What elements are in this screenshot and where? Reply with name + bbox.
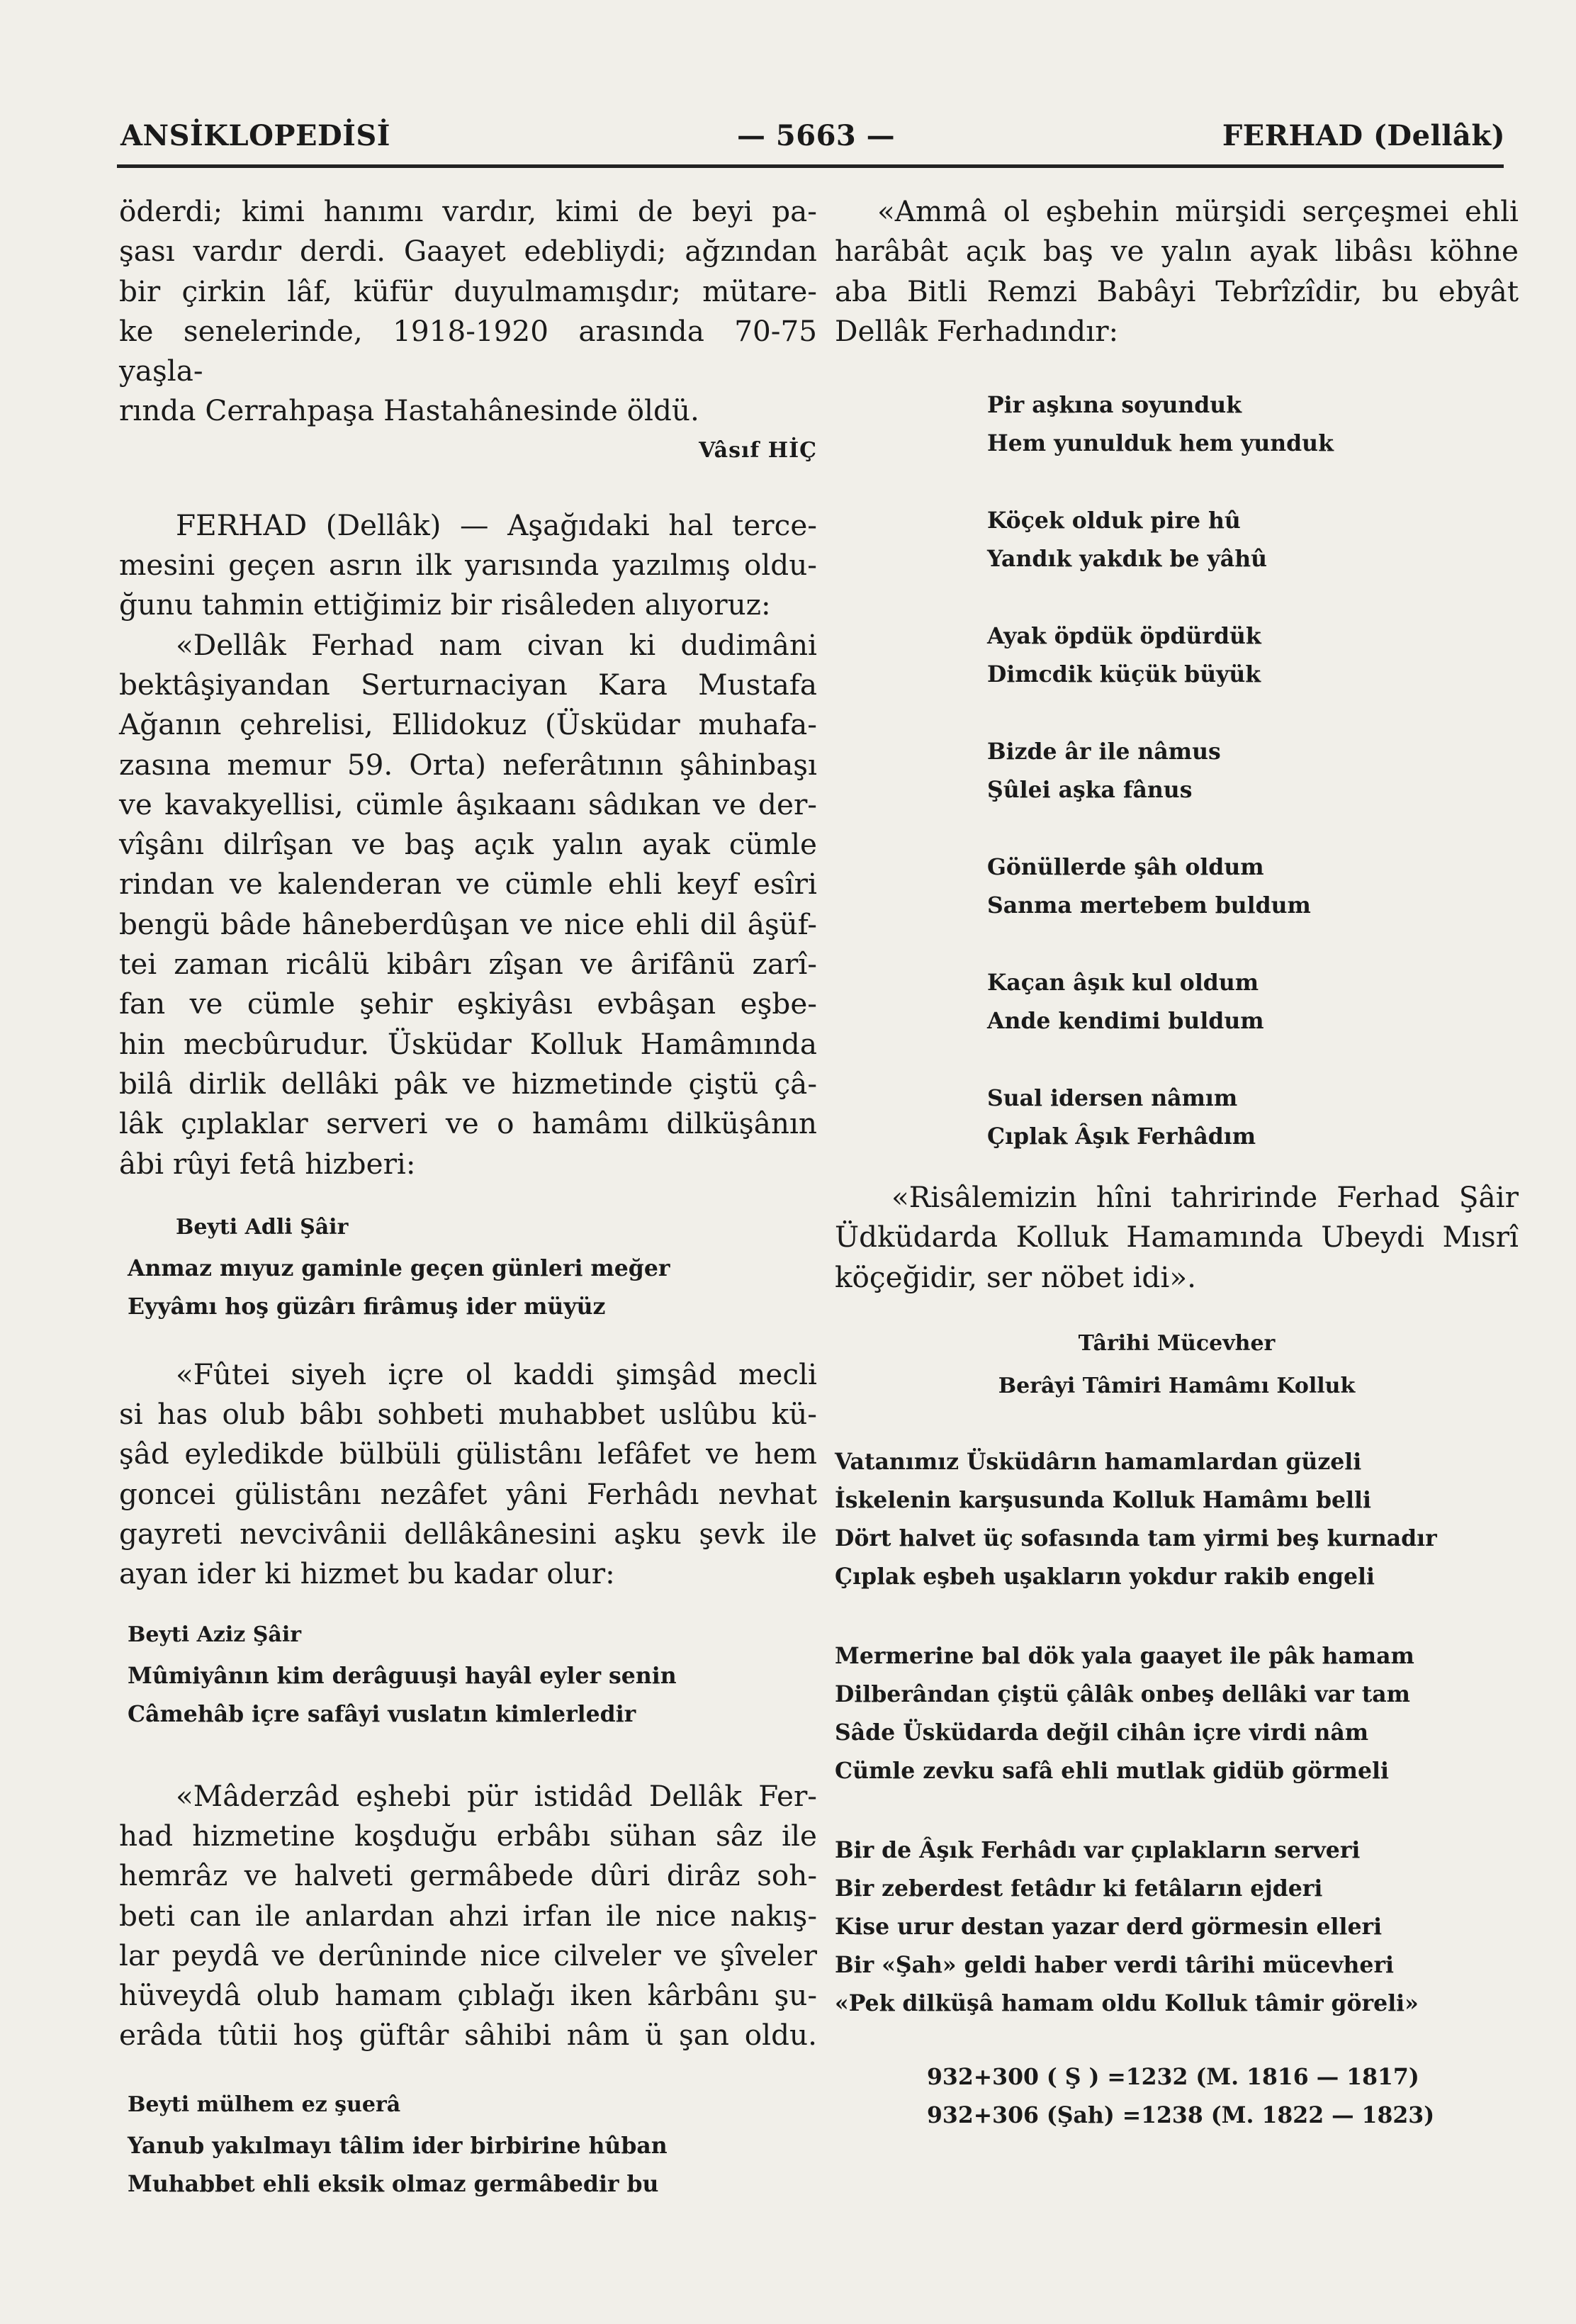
verse-line: Şûlei aşka fânus xyxy=(987,777,1193,804)
text-line: aba Bitli Remzi Babâyi Tebrîzîdir, bu ebyât xyxy=(835,274,1519,308)
verse-line: Sanma mertebem buldum xyxy=(987,892,1311,919)
header-rule xyxy=(117,164,1504,168)
verse-line: Yandık yakdık be yâhû xyxy=(987,546,1268,573)
verse-line: Çıplak Âşık Ferhâdım xyxy=(987,1123,1256,1150)
text-line: «Ammâ ol eşbehin mürşidi serçeşmei ehli xyxy=(877,194,1519,228)
section-subheading: Berâyi Tâmiri Hamâmı Kolluk xyxy=(998,1374,1356,1399)
stanza xyxy=(987,617,1519,694)
left-column xyxy=(119,191,817,2204)
stanza xyxy=(987,964,1519,1040)
text-line: bilâ dirlik dellâki pâk ve hizmetinde çiştü çâ- xyxy=(119,1066,817,1101)
verse-line: «Pek dilküşâ hamam oldu Kolluk tâmir göreli» xyxy=(835,1990,1419,2017)
verse-line: Cümle zevku safâ ehli mutlak gidüb görmeli xyxy=(835,1758,1389,1785)
right-paragraph-1 xyxy=(835,191,1519,351)
right-paragraph-2 xyxy=(835,1177,1519,1297)
verse-line: Mermerine bal dök yala gaayet ile pâk hamam xyxy=(835,1643,1414,1670)
text-line: lar peydâ ve derûninde nice cilveler ve şîveler xyxy=(119,1938,817,1972)
text-line: beti can ile anlardan ahzi irfan ile nice nakış- xyxy=(119,1898,817,1933)
calculation-line: 932+300 ( Ş ) =1232 (M. 1816 — 1817) xyxy=(927,2064,1419,2091)
text-line: harâbât açık baş ve yalın ayak libâsı köhne xyxy=(835,234,1519,269)
verse-line: Câmehâb içre safâyi vuslatın kimlerledir xyxy=(128,1700,636,1727)
text-line: Dellâk Ferhadındır: xyxy=(835,313,1119,348)
stanza xyxy=(987,1079,1519,1156)
text-line: rında Cerrahpaşa Hastahânesinde öldü. xyxy=(119,393,699,428)
text-line: âbi rûyi fetâ hizberi: xyxy=(119,1146,416,1181)
verse-line: Dört halvet üç sofasında tam yirmi beş kurnadır xyxy=(835,1525,1437,1552)
text-line: «Fûtei siyeh içre ol kaddi şimşâd mecli xyxy=(176,1357,817,1391)
stanza xyxy=(987,733,1519,809)
date-calculation xyxy=(835,2058,1519,2135)
verse-line: Bizde âr ile nâmus xyxy=(987,739,1221,765)
left-paragraph-3 xyxy=(119,1354,817,1594)
verse-line: Mûmiyânın kim derâguuşi hayâl eyler senin xyxy=(128,1662,677,1689)
text-line: had hizmetine koşduğu erbâbı sühan sâz ile xyxy=(119,1818,817,1853)
header-section-title: ANSİKLOPEDİSİ xyxy=(120,119,390,152)
verse-line: Ande kendimi buldum xyxy=(987,1008,1264,1035)
text-line: hüveydâ olub hamam çıblağı iken kârbânı şu- xyxy=(119,1978,817,2013)
text-line: tei zaman ricâlü kibârı zîşan ve ârifânü zarî- xyxy=(119,947,817,982)
text-line: «Dellâk Ferhad nam civan ki dudimâni xyxy=(176,627,817,662)
verse-title: Beyti Aziz Şâir xyxy=(128,1622,302,1647)
stanza xyxy=(987,386,1519,463)
text-line: ğunu tahmin ettiğimiz bir risâleden alıyoruz: xyxy=(119,588,771,622)
header-entry-title: FERHAD (Dellâk) xyxy=(1222,119,1505,152)
stanza xyxy=(987,848,1519,925)
verse-line: Dilberândan çiştü çâlâk onbeş dellâki var tam xyxy=(835,1681,1411,1708)
entry-headline: FERHAD (Dellâk) — Aşağıdaki hal terce- xyxy=(176,507,817,542)
verse-line: Bir «Şah» geldi haber verdi târihi mücevheri xyxy=(835,1952,1395,1979)
text-line: ke senelerinde, 1918-1920 arasında 70-75 yaşla- xyxy=(119,313,817,388)
verse-title: Beyti mülhem ez şuerâ xyxy=(128,2092,401,2117)
verse-line: Eyyâmı hoş güzârı firâmuş ider müyüz xyxy=(128,1293,606,1320)
text-line: rindan ve kalenderan ve cümle ehli keyf esîri xyxy=(119,867,817,902)
text-line: goncei gülistânı nezâfet yâni Ferhâdı nevhat xyxy=(119,1476,817,1511)
poem-block-2 xyxy=(835,1637,1519,1790)
verse-line: Vatanımız Üsküdârın hamamlardan güzeli xyxy=(835,1449,1362,1476)
text-line: hin mecbûrudur. Üsküdar Kolluk Hamâmında xyxy=(119,1026,817,1061)
text-line: köçeğidir, ser nöbet idi». xyxy=(835,1259,1196,1294)
verse-block-2 xyxy=(119,1622,817,1734)
author-signature: Vâsıf HİÇ xyxy=(699,437,817,463)
text-line: «Mâderzâd eşhebi pür istidâd Dellâk Fer- xyxy=(176,1778,817,1813)
verse-line: Kaçan âşık kul oldum xyxy=(987,970,1259,997)
verse-line: Pir aşkına soyunduk xyxy=(987,392,1242,419)
verse-title: Beyti Adli Şâir xyxy=(176,1214,349,1240)
left-paragraph-4 xyxy=(119,1776,817,2055)
text-line: si has olub bâbı sohbeti muhabbet uslûbu kü- xyxy=(119,1397,817,1432)
right-column xyxy=(835,191,1519,2135)
text-line: hemrâz ve halveti germâbede dûri dirâz soh- xyxy=(119,1858,817,1893)
verse-line: Dimcdik küçük büyük xyxy=(987,661,1261,688)
text-line: Üdküdarda Kolluk Hamamında Ubeydi Mısrî xyxy=(835,1220,1519,1254)
verse-line: Bir de Âşık Ferhâdı var çıplakların serveri xyxy=(835,1837,1361,1864)
verse-line: İskelenin karşusunda Kolluk Hamâmı belli xyxy=(835,1487,1371,1514)
verse-block-1 xyxy=(119,1215,817,1326)
verse-line: Kise urur destan yazar derd görmesin elleri xyxy=(835,1914,1383,1941)
verse-line: Anmaz mıyuz gaminle geçen günleri meğer xyxy=(128,1254,670,1281)
text-line: şası vardır derdi. Gaayet edebliydi; ağzından xyxy=(119,234,817,269)
verse-line: Gönüllerde şâh oldum xyxy=(987,854,1264,881)
left-paragraph-1 xyxy=(119,191,817,431)
verse-line: Sual idersen nâmım xyxy=(987,1085,1238,1112)
page-number: — 5663 — xyxy=(737,119,896,152)
text-line: mesini geçen asrın ilk yarısında yazılmış oldu- xyxy=(119,548,817,583)
calculation-line: 932+306 (Şah) =1238 (M. 1822 — 1823) xyxy=(927,2102,1435,2129)
verse-block-3 xyxy=(119,2092,817,2204)
section-heading: Târihi Mücevher xyxy=(1078,1331,1276,1357)
verse-line: Sâde Üsküdarda değil cihân içre virdi nâm xyxy=(835,1719,1369,1746)
text-line: lâk çıplaklar serveri ve o hamâmı dilküşânın xyxy=(119,1106,817,1141)
left-paragraph-2 xyxy=(119,505,817,1184)
text-line: fan ve cümle şehir eşkiyâsı evbâşan eşbe- xyxy=(119,987,817,1021)
text-line: şâd eyledikde bülbüli gülistânı lefâfet ve hem xyxy=(119,1437,817,1471)
text-line: Ağanın çehrelisi, Ellidokuz (Üsküdar muhafa- xyxy=(119,707,817,742)
verse-line: Köçek olduk pire hû xyxy=(987,507,1241,534)
quatrain-list xyxy=(835,386,1519,1156)
text-line: gayreti nevcivânii dellâkânesini aşku şevk ile xyxy=(119,1517,817,1551)
verse-line: Yanub yakılmayı tâlim ider birbirine hûban xyxy=(128,2132,668,2159)
poem-block-1 xyxy=(835,1443,1519,1596)
text-line: «Risâlemizin hîni tahririnde Ferhad Şâir xyxy=(891,1180,1519,1215)
verse-line: Ayak öpdük öpdürdük xyxy=(987,623,1261,650)
poem-block-3 xyxy=(835,1831,1519,2023)
text-line: bir çirkin lâf, küfür duyulmamışdır; mütare- xyxy=(119,274,817,308)
text-line: zasına memur 59. Orta) neferâtının şâhinbaşı xyxy=(119,747,817,782)
verse-line: Çıplak eşbeh uşakların yokdur rakib engeli xyxy=(835,1564,1375,1590)
text-line: vîşânı dilrîşan ve baş açık yalın ayak cümle xyxy=(119,827,817,862)
verse-line: Muhabbet ehli eksik olmaz germâbedir bu xyxy=(128,2170,659,2197)
text-line: öderdi; kimi hanımı vardır, kimi de beyi pa- xyxy=(119,194,817,228)
text-line: erâda tûtii hoş güftâr sâhibi nâm ü şan oldu. xyxy=(119,2018,817,2053)
stanza xyxy=(987,502,1519,578)
text-line: bengü bâde hâneberdûşan ve nice ehli dil âşüf- xyxy=(119,906,817,941)
text-line: ayan ider ki hizmet bu kadar olur: xyxy=(119,1556,615,1591)
text-line: ve kavakyellisi, cümle âşıkaanı sâdıkan ve der- xyxy=(119,787,817,821)
verse-line: Hem yunulduk hem yunduk xyxy=(987,430,1334,457)
verse-line: Bir zeberdest fetâdır ki fetâların ejderi xyxy=(835,1875,1323,1902)
text-line: bektâşiyandan Serturnaciyan Kara Mustafa xyxy=(119,667,817,702)
